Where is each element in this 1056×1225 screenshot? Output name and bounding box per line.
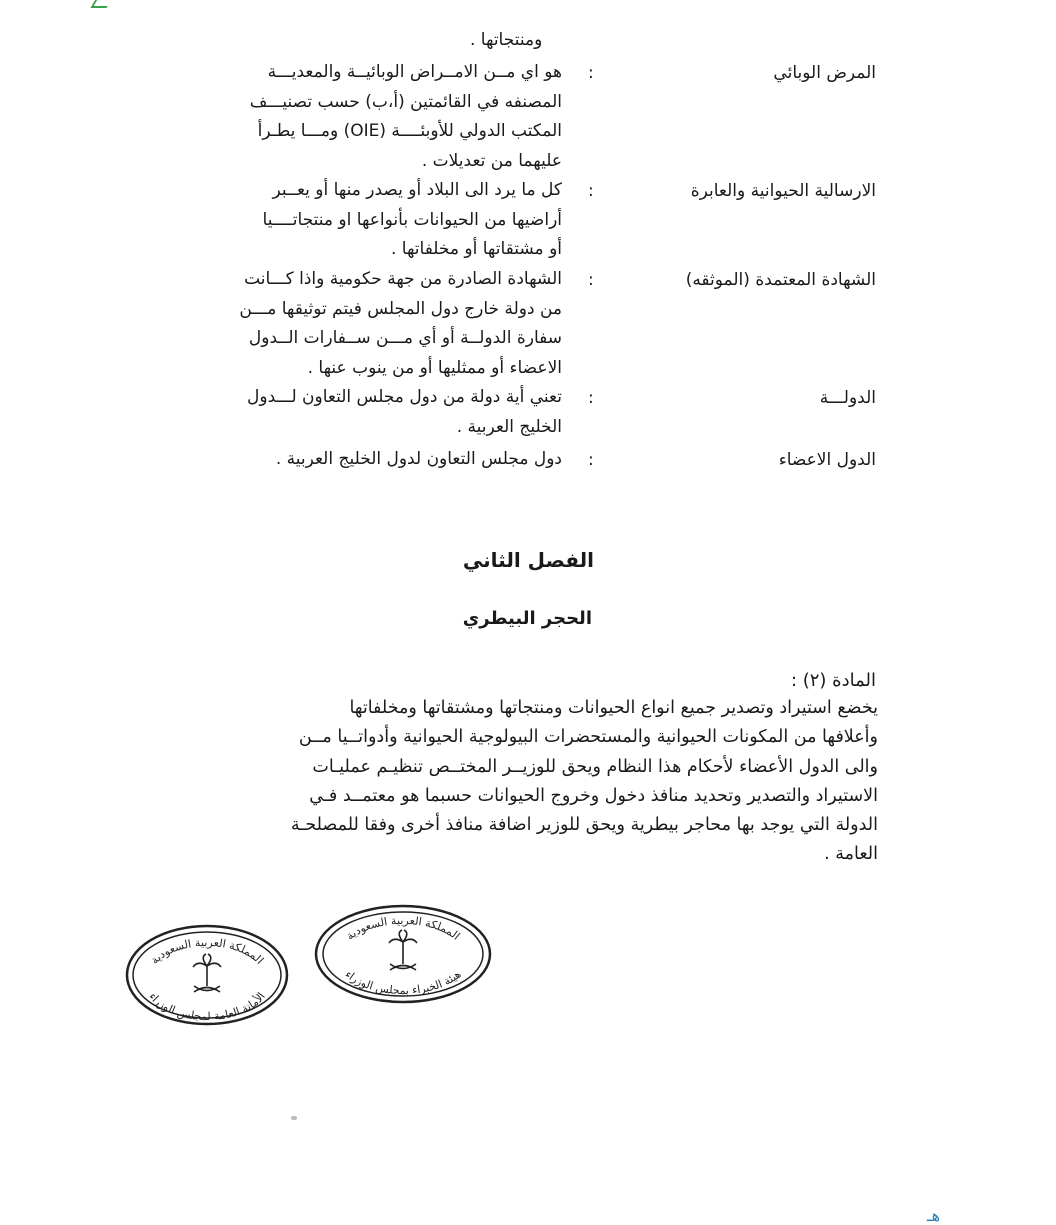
seal-right-top-text: المملكة العربية السعودية (343, 913, 463, 943)
palm-swords-emblem-icon (389, 930, 417, 970)
corner-check-mark (91, 0, 114, 8)
section-heading: الحجر البيطري (462, 608, 592, 629)
svg-text:المملكة العربية السعودية (148, 936, 266, 967)
definition-text: الشهادة الصادرة من جهة حكومية واذا كـــانت من دولة خارج دول المجلس فيتم توثيقها مـــن سفارة الدولــة أو أي مـــن ســفارات الــدول الاعضاء أو ممثليها أو من ينوب عنها . (239, 269, 562, 378)
definition-term: الشهادة المعتمدة (الموثقه) (685, 270, 876, 290)
seal-right-bottom-text: هيئة الخبراء بمجلس الوزراء (342, 967, 464, 998)
definition-text: هو اي مــن الامــراض الوبائيــة والمعديـــة المصنفه في القائمتين (أ،ب) حسب تصنيـــف المكتب الدولي للأوبئــــة (OIE) ومـــا يطـرأ عليهما من تعديلات . (249, 62, 562, 171)
definition-term: الدولـــة (819, 388, 876, 408)
chapter-heading: الفصل الثاني (462, 548, 594, 572)
seal-left-bottom-text: الأمانة العامة لمجلس الوزراء (146, 990, 268, 1024)
article-body: يخضع استيراد وتصدير جميع انواع الحيوانات ومنتجاتها ومشتقاتها ومخلفاتها وأعلافها من المكونات الحيوانية والمستحضرات البيولوجية الحيوانية وأدواتــيا مــن والى الدول الأعضاء لأحكام هذا النظام ويحق للوزيــر المختــص تنظيـم عمليـات الاستيراد والتصدير وتحديد منافذ دخول وخروج الحيوانات حسبما هو معتمــد فـي الدولة التي يوجد بها محاجر بيطرية ويحق للوزير اضافة منافذ أخرى وفقا للمصلحـة العامة . (290, 698, 878, 865)
definition-colon: : (588, 63, 594, 83)
definition-text: دول مجلس التعاون لدول الخليج العربية . (275, 449, 562, 469)
general-secretariat-seal (124, 922, 290, 1028)
definition-term: الدول الاعضاء (778, 450, 876, 470)
svg-text:الأمانة العامة لمجلس الوزراء (146, 990, 268, 1023)
footer-mark: هـ (926, 1206, 940, 1225)
definition-term: الارسالية الحيوانية والعابرة (690, 181, 876, 201)
seal-left-top-text: المملكة العربية السعودية (148, 935, 267, 967)
definition-colon: : (588, 388, 594, 408)
continuation-line: ومنتجاتها . (470, 30, 543, 50)
definition-text: كل ما يرد الى البلاد أو يصدر منها أو يعــبر أراضيها من الحيوانات بأنواعها او منتجاتــــيا أو مشتقاتها أو مخلفاتها . (262, 180, 562, 259)
definition-colon: : (588, 270, 594, 290)
svg-text:هيئة الخبراء بمجلس الوزراء (343, 968, 464, 997)
article-title: المادة (٢) : (790, 670, 876, 691)
definition-term: المرض الوبائي (773, 63, 876, 83)
definition-text: تعني أية دولة من دول مجلس التعاون لـــدول الخليج العربية . (247, 387, 562, 437)
experts-commission-seal (313, 902, 493, 1006)
definition-colon: : (588, 181, 594, 201)
scan-speck (291, 1116, 297, 1120)
definition-colon: : (588, 450, 594, 470)
palm-swords-emblem-icon (193, 954, 221, 992)
